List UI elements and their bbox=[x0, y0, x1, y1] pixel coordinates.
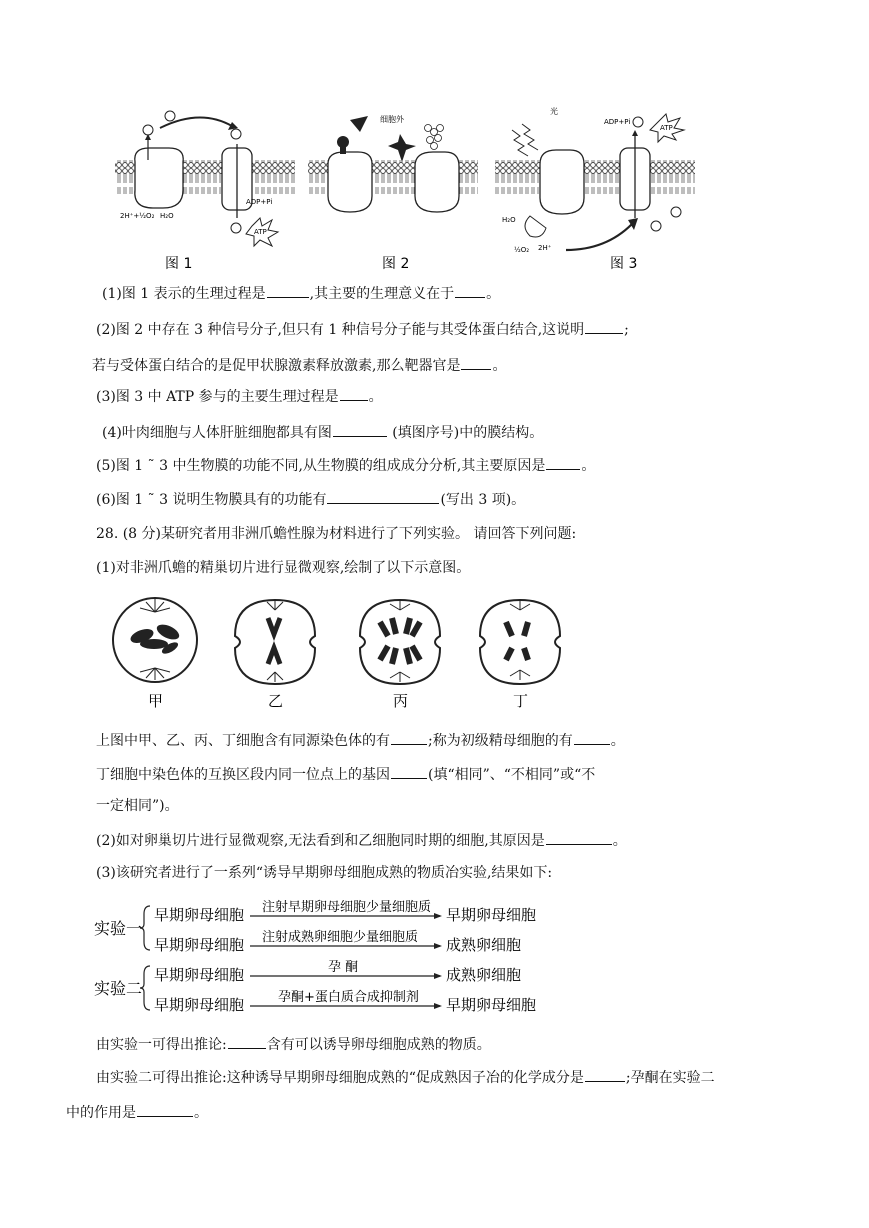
answer-blank[interactable] bbox=[461, 356, 491, 370]
cell-label-jia: 甲 bbox=[148, 692, 164, 710]
figure-3 bbox=[495, 106, 695, 272]
experiment-diagram-svg bbox=[92, 898, 572, 1020]
figure-3-caption: 图 3 bbox=[610, 256, 638, 272]
experiment-diagram bbox=[92, 898, 572, 1020]
q27-line-6 bbox=[96, 456, 595, 475]
q28-header: 28. (8 分)某研究者用非洲爪蟾性腺为材料进行了下列实验。 请回答下列问题: bbox=[96, 526, 577, 542]
figure-3-atp-label: ATP bbox=[660, 124, 673, 132]
exp2-row1-treat: 孕 酮 bbox=[328, 960, 359, 975]
answer-blank[interactable] bbox=[340, 387, 368, 401]
conclusion-2-text: 由实验二可得出推论:这种诱导早期卵母细胞成熟的“促成熟因子冶的化学成分是 bbox=[96, 1070, 584, 1086]
answer-blank[interactable] bbox=[391, 731, 427, 745]
q27-line-3 bbox=[92, 356, 506, 375]
cell-diagrams-svg bbox=[110, 592, 570, 712]
q28-5-text: (3)该研究者进行了一系列“诱导早期卵母细胞成熟的物质冶实验,结果如下: bbox=[96, 865, 553, 881]
q28-line-3 bbox=[96, 797, 179, 815]
q27-4-text-end: 。 bbox=[368, 389, 383, 405]
figure-3-light-label: 光 bbox=[550, 107, 558, 116]
answer-blank[interactable] bbox=[137, 1103, 193, 1117]
answer-blank[interactable] bbox=[546, 831, 612, 845]
q27-6-text-end: 。 bbox=[581, 458, 596, 474]
answer-blank[interactable] bbox=[455, 284, 485, 298]
q27-2-text-end: ; bbox=[624, 322, 629, 338]
q28-2-text-end: (填“相同”、“不相同”或“不 bbox=[428, 767, 596, 783]
conclusion-1-text-end: 含有可以诱导卵母细胞成熟的物质。 bbox=[266, 1037, 491, 1053]
cell-label-yi: 乙 bbox=[268, 692, 284, 710]
cell-jia bbox=[113, 598, 197, 682]
experiment-1-label: 实验一 bbox=[94, 919, 143, 938]
q28-1-text-end: 。 bbox=[610, 733, 625, 749]
q28-line-2 bbox=[96, 765, 595, 784]
q28-line-5 bbox=[96, 864, 552, 882]
figure-3-h-label: 2H⁺ bbox=[538, 244, 552, 252]
q28-line-1 bbox=[96, 731, 625, 750]
exp2-row1-to: 成熟卵细胞 bbox=[446, 966, 522, 984]
q27-4-text: (3)图 3 中 ATP 参与的主要生理过程是 bbox=[96, 389, 339, 405]
figure-1-adp-label: ADP+Pi bbox=[246, 198, 273, 206]
figure-3-o2-label: ½O₂ bbox=[514, 246, 530, 254]
exp1-row1-to: 早期卵母细胞 bbox=[446, 906, 537, 924]
figure-2-caption: 图 2 bbox=[382, 256, 410, 272]
q27-1-text-end: 。 bbox=[486, 286, 501, 302]
cell-label-bing: 丙 bbox=[393, 692, 409, 710]
q27-line-7 bbox=[96, 490, 525, 509]
answer-blank[interactable] bbox=[228, 1035, 266, 1049]
q27-line-1 bbox=[102, 284, 500, 303]
figure-3-h2o-label: H₂O bbox=[502, 216, 516, 224]
figure-2-outside-label: 细胞外 bbox=[380, 115, 404, 124]
exp1-row2-treat: 注射成熟卵细胞少量细胞质 bbox=[262, 930, 419, 945]
exp2-row2-from: 早期卵母细胞 bbox=[154, 996, 245, 1014]
q27-line-5 bbox=[102, 423, 543, 442]
figure-1-atp-label: ATP bbox=[254, 228, 267, 236]
cell-ding bbox=[480, 600, 560, 684]
q27-2-text: (2)图 2 中存在 3 种信号分子,但只有 1 种信号分子能与其受体蛋白结合,这说明 bbox=[96, 322, 585, 338]
exp1-row1-from: 早期卵母细胞 bbox=[154, 906, 245, 924]
conclusion-3-text-end: 。 bbox=[194, 1105, 208, 1121]
cell-bing bbox=[360, 600, 440, 684]
figure-1-water-label: 2H⁺+½O₂ bbox=[120, 212, 155, 220]
q27-7-text: (6)图 1 ˜ 3 说明生物膜具有的功能有 bbox=[96, 492, 327, 508]
figure-3-adp-label: ADP+Pi bbox=[604, 118, 631, 126]
q28-1-text-mid: ;称为初级精母细胞的有 bbox=[428, 733, 573, 749]
cell-yi bbox=[235, 600, 315, 684]
conclusion-3 bbox=[66, 1103, 208, 1122]
conclusion-2-text-end: ;孕酮在实验二 bbox=[625, 1070, 715, 1086]
conclusion-1 bbox=[96, 1035, 491, 1054]
membrane-figures bbox=[110, 100, 710, 275]
cell-diagrams bbox=[110, 592, 570, 712]
q28-4-text: (2)如对卵巢切片进行显微观察,无法看到和乙细胞同时期的细胞,其原因是 bbox=[96, 833, 545, 849]
exp2-row2-treat: 孕酮+蛋白质合成抑制剂 bbox=[278, 990, 419, 1005]
figure-2 bbox=[308, 114, 478, 272]
exp1-row1-treat: 注射早期卵母细胞少量细胞质 bbox=[262, 900, 432, 915]
answer-blank[interactable] bbox=[585, 1068, 625, 1082]
q28-2-text: 丁细胞中染色体的互换区段内同一位点上的基因 bbox=[96, 767, 390, 783]
conclusion-3-text: 中的作用是 bbox=[66, 1105, 136, 1121]
q28-3-text: 一定相同”)。 bbox=[96, 798, 179, 814]
q28-line-4 bbox=[96, 831, 627, 850]
q28-4-text-end: 。 bbox=[612, 833, 627, 849]
q27-1-text-mid: ,其主要的生理意义在于 bbox=[309, 286, 455, 302]
answer-blank[interactable] bbox=[267, 284, 309, 298]
q27-line-4 bbox=[96, 387, 383, 406]
exp2-row1-from: 早期卵母细胞 bbox=[154, 966, 245, 984]
membrane-figures-svg bbox=[110, 100, 710, 275]
conclusion-1-text: 由实验一可得出推论: bbox=[96, 1037, 227, 1053]
exp2-row2-to: 早期卵母细胞 bbox=[446, 996, 537, 1014]
q28-1-text: 上图中甲、乙、丙、丁细胞含有同源染色体的有 bbox=[96, 733, 390, 749]
q27-3-text-end: 。 bbox=[492, 358, 507, 374]
figure-1-caption: 图 1 bbox=[165, 256, 193, 272]
figure-1 bbox=[115, 111, 295, 272]
answer-blank[interactable] bbox=[327, 490, 439, 504]
answer-blank[interactable] bbox=[333, 423, 387, 437]
q27-7-text-end: (写出 3 项)。 bbox=[440, 492, 526, 508]
exp1-row2-from: 早期卵母细胞 bbox=[154, 936, 245, 954]
q28-1-intro: (1)对非洲爪蟾的精巢切片进行显微观察,绘制了以下示意图。 bbox=[96, 560, 471, 576]
cell-label-ding: 丁 bbox=[513, 692, 529, 710]
answer-blank[interactable] bbox=[546, 456, 580, 470]
q27-1-text: (1)图 1 表示的生理过程是 bbox=[102, 286, 266, 302]
q27-3-text: 若与受体蛋白结合的是促甲状腺激素释放激素,那么靶器官是 bbox=[92, 358, 461, 374]
exp1-row2-to: 成熟卵细胞 bbox=[446, 936, 522, 954]
q27-5-text-end: (填图序号)中的膜结构。 bbox=[387, 425, 544, 441]
answer-blank[interactable] bbox=[585, 320, 623, 334]
q27-5-text: (4)叶肉细胞与人体肝脏细胞都具有图 bbox=[102, 425, 332, 441]
q27-line-2 bbox=[96, 320, 629, 339]
experiment-2-label: 实验二 bbox=[94, 979, 143, 998]
conclusion-2 bbox=[96, 1068, 715, 1087]
answer-blank[interactable] bbox=[574, 731, 610, 745]
answer-blank[interactable] bbox=[391, 765, 427, 779]
q27-6-text: (5)图 1 ˜ 3 中生物膜的功能不同,从生物膜的组成成分分析,其主要原因是 bbox=[96, 458, 546, 474]
figure-1-h2o-label: H₂O bbox=[160, 212, 174, 220]
